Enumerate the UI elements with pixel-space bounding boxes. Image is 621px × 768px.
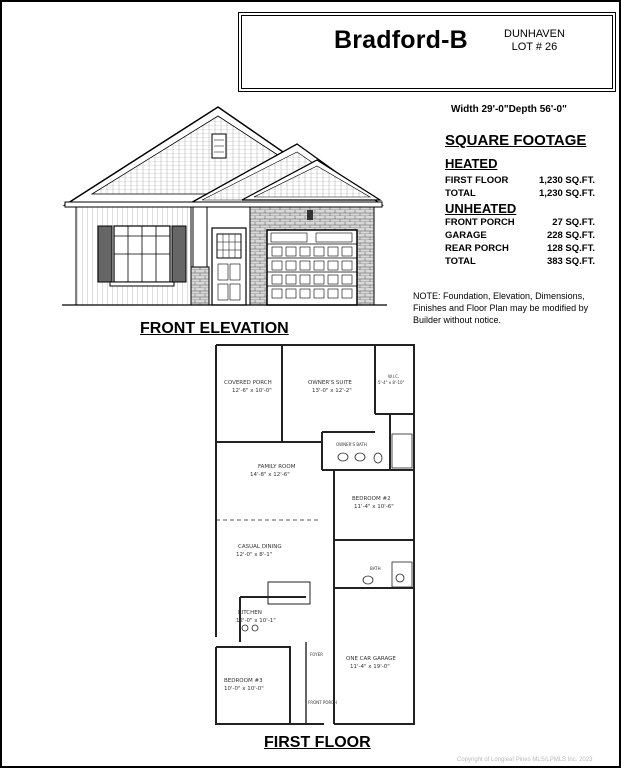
copyright-watermark: Copyright of Longleaf Pines MLS/LPMLS Inc. 2023 (457, 757, 593, 763)
room-size: 11'-4" x 10'-6" (354, 504, 394, 510)
room-label: ONE CAR GARAGE (346, 656, 396, 662)
room-label: FOYER (310, 652, 323, 657)
sqft-label: TOTAL (445, 188, 476, 199)
room-label: BEDROOM #3 (224, 678, 263, 684)
disclaimer-note: NOTE: Foundation, Elevation, Dimensions, Finishes and Floor Plan may be modified by Builder without notice. (413, 291, 589, 325)
room-label: W.I.C. (388, 374, 400, 379)
home-dimensions: Width 29'-0"Depth 56'-0" (451, 104, 567, 115)
room-label: FAMILY ROOM (258, 464, 296, 470)
sqft-label: TOTAL (445, 256, 476, 267)
sqft-value: 27 SQ.FT. (552, 217, 595, 228)
room-size: 5'-4" x 8'-10" (378, 380, 405, 385)
sqft-label: GARAGE (445, 230, 487, 241)
room-size: 13'-0" x 12'-2" (312, 388, 352, 394)
community-name: DUNHAVEN (504, 28, 565, 40)
sqft-value: 228 SQ.FT. (546, 230, 595, 241)
room-label: COVERED PORCH (224, 380, 272, 386)
sqft-value: 383 SQ.FT. (546, 256, 595, 267)
room-label: KITCHEN (238, 610, 262, 616)
room-size: 10'-0" x 10'-0" (224, 686, 264, 692)
room-size: 12'-6" x 10'-0" (232, 388, 272, 394)
sqft-label: REAR PORCH (445, 243, 509, 254)
square-footage-title: SQUARE FOOTAGE (445, 132, 587, 149)
room-label: BATH (370, 566, 381, 571)
lot-number: LOT # 26 (511, 41, 558, 53)
sqft-value: 128 SQ.FT. (546, 243, 595, 254)
room-label: CASUAL DINING (238, 544, 282, 550)
sqft-value: 1,230 SQ.FT. (539, 175, 595, 186)
room-size: 12'-0" x 10'-1" (236, 618, 276, 624)
sqft-label: FIRST FLOOR (445, 175, 509, 186)
front-elevation-drawing (62, 102, 387, 312)
community-lot (504, 28, 565, 54)
room-label: OWNER'S BATH (336, 442, 367, 447)
plan-name: Bradford-B (334, 26, 468, 54)
room-label: BEDROOM #2 (352, 496, 391, 502)
front-elevation-caption: FRONT ELEVATION (140, 320, 289, 337)
first-floor-caption: FIRST FLOOR (264, 734, 371, 751)
room-label: FRONT PORCH (308, 700, 337, 705)
room-size: 12'-0" x 8'-1" (236, 552, 273, 558)
room-label: OWNER'S SUITE (308, 380, 352, 386)
title-block (238, 12, 616, 92)
sqft-label: FRONT PORCH (445, 217, 515, 228)
room-size: 11'-4" x 19'-0" (350, 664, 390, 670)
heated-heading: HEATED (445, 156, 498, 171)
room-size: 14'-8" x 12'-6" (250, 472, 290, 478)
sqft-value: 1,230 SQ.FT. (539, 188, 595, 199)
floor-plan-drawing (210, 342, 420, 732)
unheated-heading: UNHEATED (445, 201, 517, 216)
